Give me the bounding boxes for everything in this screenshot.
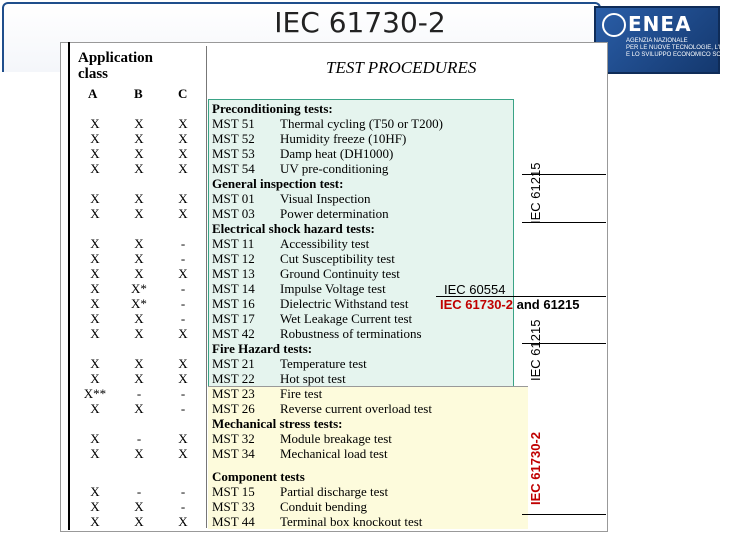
- test-code: MST 12: [212, 251, 255, 266]
- class-a-mark: X: [90, 146, 100, 161]
- test-group-title: General inspection test:: [212, 176, 344, 191]
- test-name: Ground Continuity test: [280, 266, 400, 281]
- test-name: Robustness of terminations: [280, 326, 422, 341]
- class-a-mark: X: [90, 431, 100, 446]
- test-code: MST 42: [212, 326, 255, 341]
- class-c-mark: X: [178, 431, 188, 446]
- class-b-mark: X: [134, 131, 144, 146]
- table-row: [80, 191, 440, 206]
- test-name: Temperature test: [280, 356, 367, 371]
- test-code: MST 22: [212, 371, 255, 386]
- class-b-mark: X: [134, 514, 144, 529]
- table-row: [80, 484, 440, 499]
- class-c-mark: -: [180, 386, 186, 401]
- test-group-title: Fire Hazard tests:: [212, 341, 313, 356]
- class-b-mark: X*: [131, 296, 147, 311]
- class-a-mark: X: [90, 266, 100, 281]
- divider-line: [522, 514, 606, 515]
- test-code: MST 03: [212, 206, 255, 221]
- table-row: [80, 431, 440, 446]
- class-c-mark: -: [180, 401, 186, 416]
- class-c-mark: -: [180, 281, 186, 296]
- logo-mark-icon: [602, 13, 626, 37]
- test-name: Wet Leakage Current test: [280, 311, 413, 326]
- class-a-mark: X: [90, 296, 100, 311]
- table-left-border: [68, 42, 70, 530]
- class-a-mark: X: [90, 191, 100, 206]
- test-name: Damp heat (DH1000): [280, 146, 394, 161]
- class-b-mark: X*: [131, 281, 147, 296]
- class-c-mark: X: [178, 371, 188, 386]
- class-a-mark: X: [90, 311, 100, 326]
- class-a-mark: X: [90, 484, 100, 499]
- class-b-mark: -: [136, 484, 142, 499]
- class-a-mark: X: [90, 281, 100, 296]
- table-row: [80, 251, 440, 266]
- table-row: [80, 371, 440, 386]
- table-row: [80, 386, 440, 401]
- test-code: MST 17: [212, 311, 255, 326]
- test-name: Dielectric Withstand test: [280, 296, 409, 311]
- class-c-mark: X: [178, 266, 188, 281]
- class-c-mark: -: [180, 296, 186, 311]
- test-code: MST 23: [212, 386, 255, 401]
- test-code: MST 13: [212, 266, 255, 281]
- test-name: Power determination: [280, 206, 389, 221]
- iec-61730-lower-label: IEC 61730-2: [528, 432, 543, 505]
- iec-61215-mid-label: IEC 61215: [528, 319, 543, 381]
- table-row: [80, 281, 440, 296]
- class-c-mark: X: [178, 326, 188, 341]
- iec-60554-label: IEC 60554: [444, 282, 506, 297]
- class-c-mark: -: [180, 484, 186, 499]
- class-b-mark: X: [134, 446, 144, 461]
- test-name: Impulse Voltage test: [280, 281, 386, 296]
- class-c-mark: X: [178, 446, 188, 461]
- class-a-mark: X: [90, 401, 100, 416]
- test-code: MST 52: [212, 131, 255, 146]
- class-c-mark: X: [178, 131, 188, 146]
- table-row: [80, 266, 440, 281]
- class-c-mark: -: [180, 499, 186, 514]
- class-a-mark: X: [90, 131, 100, 146]
- enea-logo: [594, 6, 752, 74]
- test-code: MST 32: [212, 431, 255, 446]
- class-a-mark: X: [90, 161, 100, 176]
- logo-word: ENEA: [628, 12, 692, 36]
- test-group-title: Preconditioning tests:: [212, 101, 333, 116]
- class-a-mark: X: [90, 514, 100, 529]
- test-procedures-title: TEST PROCEDURES: [326, 58, 477, 77]
- test-name: Cut Susceptibility test: [280, 251, 395, 266]
- application-class-header: Application class: [78, 50, 154, 82]
- test-name: Terminal box knockout test: [280, 514, 423, 529]
- test-name: Fire test: [280, 386, 323, 401]
- test-code: MST 11: [212, 236, 255, 251]
- test-name: UV pre-conditioning: [280, 161, 389, 176]
- column-header-c: C: [178, 86, 188, 101]
- iec-61730-and-61215-label: IEC 61730-2 and 61215: [440, 297, 580, 312]
- class-c-mark: -: [180, 311, 186, 326]
- class-b-mark: -: [136, 431, 142, 446]
- class-b-mark: X: [134, 266, 144, 281]
- column-header-a: A: [88, 86, 98, 101]
- class-c-mark: X: [178, 161, 188, 176]
- class-b-mark: X: [134, 499, 144, 514]
- class-a-mark: X**: [83, 386, 107, 401]
- table-row: [80, 206, 440, 221]
- class-a-mark: X: [90, 446, 100, 461]
- test-name: Humidity freeze (10HF): [280, 131, 407, 146]
- table-row: [80, 116, 443, 131]
- test-code: MST 16: [212, 296, 255, 311]
- table-row: [80, 296, 440, 311]
- iec-61215-upper-label: IEC 61215: [528, 162, 543, 224]
- class-c-mark: X: [178, 116, 188, 131]
- class-a-mark: X: [90, 326, 100, 341]
- class-a-mark: X: [90, 251, 100, 266]
- test-group-title: Component tests: [212, 469, 305, 484]
- test-name: Accessibility test: [280, 236, 370, 251]
- table-row: [80, 356, 440, 371]
- test-group-title: Electrical shock hazard tests:: [212, 221, 375, 236]
- class-c-mark: X: [178, 146, 188, 161]
- class-b-mark: X: [134, 236, 144, 251]
- test-code: MST 34: [212, 446, 255, 461]
- class-b-mark: X: [134, 191, 144, 206]
- class-b-mark: X: [134, 116, 144, 131]
- table-row: [80, 446, 440, 461]
- table-row: [80, 401, 440, 416]
- test-code: MST 15: [212, 484, 255, 499]
- test-name: Module breakage test: [280, 431, 392, 446]
- test-code: MST 21: [212, 356, 255, 371]
- class-b-mark: X: [134, 146, 144, 161]
- class-c-mark: -: [180, 236, 186, 251]
- test-code: MST 51: [212, 116, 255, 131]
- test-name: Partial discharge test: [280, 484, 389, 499]
- class-a-mark: X: [90, 371, 100, 386]
- test-name: Thermal cycling (T50 or T200): [280, 116, 443, 131]
- class-a-mark: X: [90, 236, 100, 251]
- test-name: Reverse current overload test: [280, 401, 432, 416]
- class-c-mark: X: [178, 514, 188, 529]
- table-row: [80, 311, 440, 326]
- class-a-mark: X: [90, 499, 100, 514]
- test-code: MST 01: [212, 191, 255, 206]
- test-code: MST 14: [212, 281, 255, 296]
- class-b-mark: X: [134, 206, 144, 221]
- class-c-mark: X: [178, 191, 188, 206]
- column-header-b: B: [134, 86, 143, 101]
- test-code: MST 54: [212, 161, 255, 176]
- class-b-mark: X: [134, 326, 144, 341]
- test-code: MST 53: [212, 146, 255, 161]
- class-a-mark: X: [90, 206, 100, 221]
- table-row: [80, 131, 440, 146]
- test-name: Conduit bending: [280, 499, 368, 514]
- class-b-mark: X: [134, 356, 144, 371]
- class-c-mark: -: [180, 251, 186, 266]
- class-c-mark: X: [178, 206, 188, 221]
- class-b-mark: X: [134, 371, 144, 386]
- slide-title: IEC 61730-2: [274, 6, 446, 39]
- table-row: [80, 236, 440, 251]
- test-group-title: Mechanical stress tests:: [212, 416, 343, 431]
- test-code: MST 33: [212, 499, 255, 514]
- test-name: Hot spot test: [280, 371, 346, 386]
- test-code: MST 44: [212, 514, 255, 529]
- class-b-mark: X: [134, 251, 144, 266]
- table-row: [80, 326, 440, 341]
- table-row: [80, 499, 440, 514]
- table-row: [80, 514, 440, 529]
- test-name: Mechanical load test: [280, 446, 388, 461]
- class-b-mark: X: [134, 311, 144, 326]
- class-b-mark: X: [134, 161, 144, 176]
- class-a-mark: X: [90, 116, 100, 131]
- class-b-mark: X: [134, 401, 144, 416]
- class-b-mark: -: [136, 386, 142, 401]
- table-row: [80, 146, 440, 161]
- logo-subtitle: AGENZIA NAZIONALE PER LE NUOVE TECNOLOGIE, L'ENERGIA E LO SVILUPPO ECONOMICO SOSTENIBILE: [626, 38, 752, 58]
- class-a-mark: X: [90, 356, 100, 371]
- test-name: Visual Inspection: [280, 191, 371, 206]
- table-row: [80, 161, 440, 176]
- test-code: MST 26: [212, 401, 255, 416]
- class-c-mark: X: [178, 356, 188, 371]
